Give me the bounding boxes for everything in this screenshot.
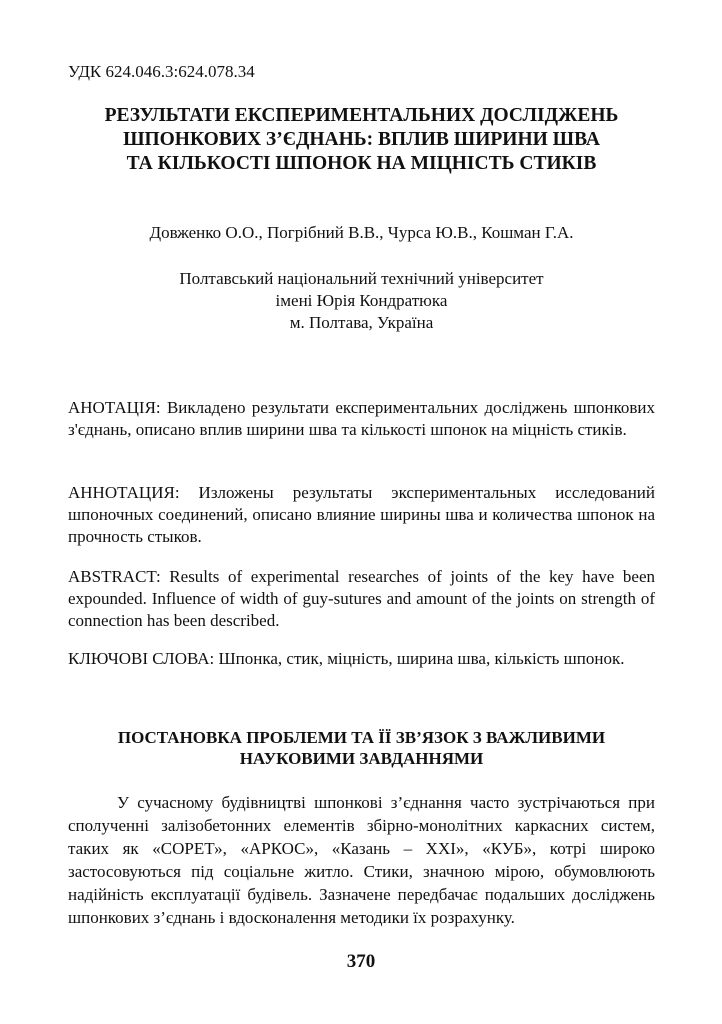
section-body-paragraph: У сучасному будівництві шпонкові з’єднання часто зустрічаються при сполученні залізобетонних елементів збірно-монолітних каркасних систем, таких як «СОРЕТ», «АРКОС», «Казань – XXI», «КУБ», котрі широко застосовуються під соціальне житло. Стики, значною мірою, обумовлюють надійність експлуатації будівель. Зазначене передбачає подальших досліджень шпонкових з’єднань і вдосконалення методики їх розрахунку.: [68, 793, 655, 927]
abstract-russian: АННОТАЦИЯ: Изложены результаты экспериментальных исследований шпоночных соединений, описано влияние ширины шва и количества шпонок на прочность стыков.: [68, 483, 655, 546]
keywords: КЛЮЧОВІ СЛОВА: Шпонка, стик, міцність, ширина шва, кількість шпонок.: [68, 649, 625, 668]
section-heading-line: НАУКОВИМИ ЗАВДАННЯМИ: [239, 749, 484, 768]
udc-code: УДК 624.046.3:624.078.34: [68, 62, 255, 81]
affiliation-line: імені Юрія Кондратюка: [275, 291, 448, 310]
affiliation: [68, 268, 655, 334]
section-heading-line: ПОСТАНОВКА ПРОБЛЕМИ ТА ЇЇ ЗВ’ЯЗОК З ВАЖЛИВИМИ: [117, 728, 606, 747]
paper-title-line: ШПОНКОВИХ З’ЄДНАНЬ: ВПЛИВ ШИРИНИ ШВА: [123, 129, 600, 150]
author-list: Довженко О.О., Погрібний В.В., Чурса Ю.В., Кошман Г.А.: [149, 223, 574, 242]
paper-title-line: ТА КІЛЬКОСТІ ШПОНОК НА МІЦНІСТЬ СТИКІВ: [126, 153, 597, 174]
affiliation-line: Полтавський національний технічний університет: [179, 269, 544, 288]
paper-title: [68, 104, 655, 176]
paper-title-line: РЕЗУЛЬТАТИ ЕКСПЕРИМЕНТАЛЬНИХ ДОСЛІДЖЕНЬ: [104, 105, 619, 126]
page-number: 370: [346, 951, 376, 972]
abstract-english: ABSTRACT: Results of experimental researches of joints of the key have been expounded. Influence of width of guy-sutures and amount of the joints on strength of connection has been described.: [68, 567, 655, 630]
abstract-ukrainian: АНОТАЦІЯ: Викладено результати експериментальних досліджень шпонкових з'єднань, описано вплив ширини шва та кількості шпонок на міцність стиків.: [68, 398, 655, 439]
section-heading: [68, 727, 655, 769]
affiliation-line: м. Полтава, Україна: [289, 313, 434, 332]
